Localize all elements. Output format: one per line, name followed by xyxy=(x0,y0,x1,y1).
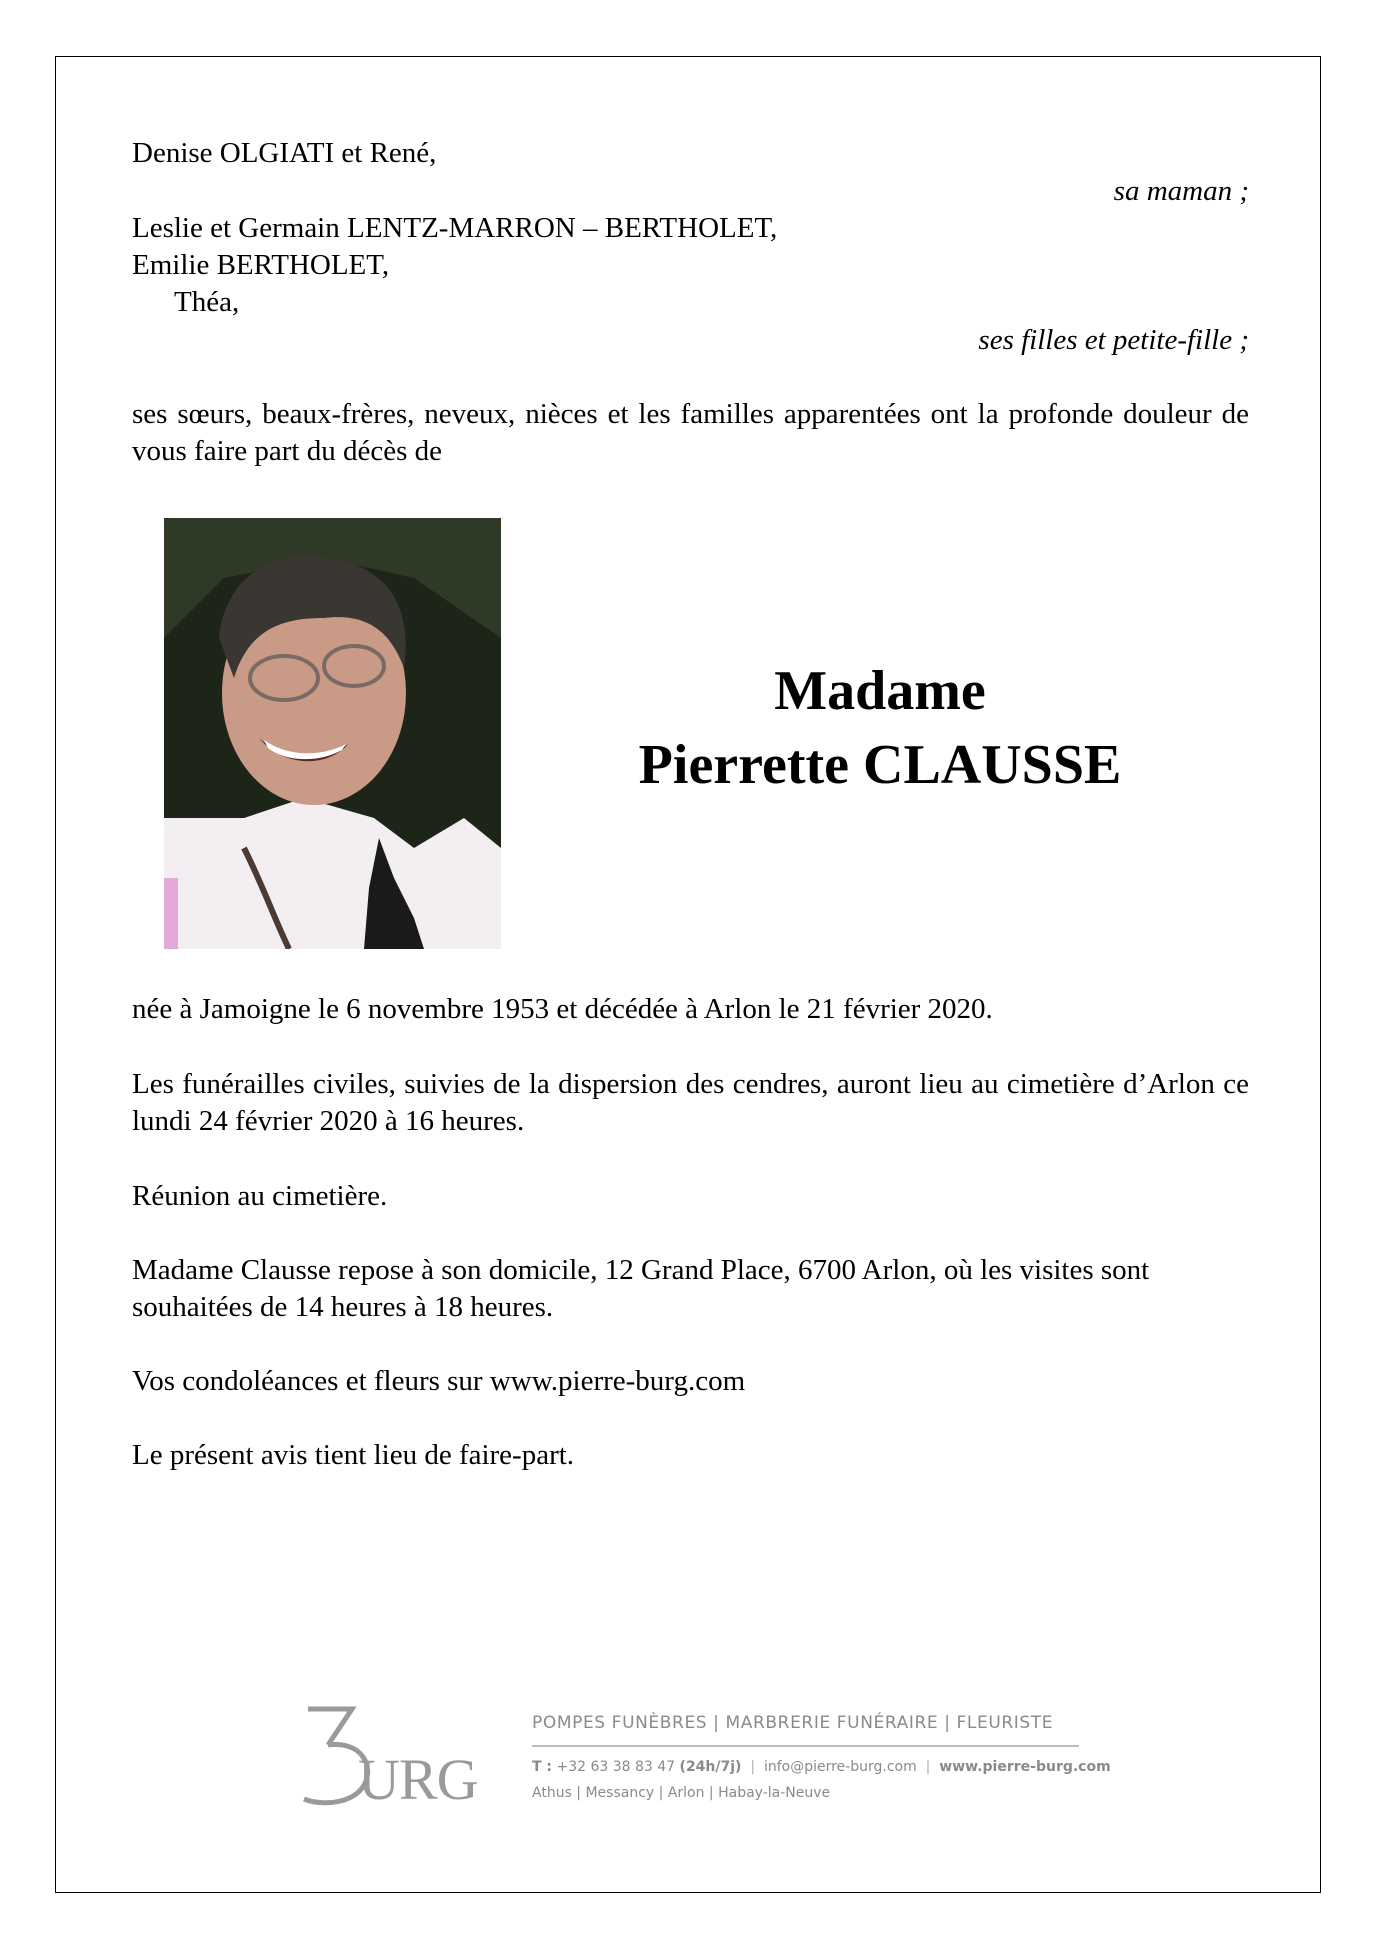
role-mother: sa maman ; xyxy=(1113,175,1249,207)
svg-text:URG: URG xyxy=(358,1747,478,1809)
announcement-text: ses sœurs, beaux-frères, neveux, nièces et les familles apparentées ont la profonde douleur de vous faire part du décès de xyxy=(132,398,1249,467)
family-line-daughter-2: Emilie BERTHOLET, xyxy=(132,249,390,281)
portrait-photo xyxy=(164,518,501,949)
notice-info: Le présent avis tient lieu de faire-part. xyxy=(132,1439,575,1471)
phone-hours: (24h/7j) xyxy=(679,1759,742,1775)
footer-locations: Athus | Messancy | Arlon | Habay-la-Neuve xyxy=(532,1785,831,1801)
family-line-daughter-1: Leslie et Germain LENTZ-MARRON – BERTHOLET, xyxy=(132,212,778,244)
footer-divider xyxy=(532,1745,1079,1747)
deceased-title: Madame xyxy=(774,660,986,722)
footer-contact: T : +32 63 38 83 47 (24h/7j) | info@pierre-burg.com | www.pierre-burg.com xyxy=(532,1759,1111,1775)
footer-services: POMPES FUNÈBRES | MARBRERIE FUNÉRAIRE | FLEURISTE xyxy=(532,1713,1054,1733)
family-line-granddaughter: Théa, xyxy=(174,286,240,318)
burg-logo xyxy=(300,1703,490,1809)
deceased-name-block xyxy=(560,654,1200,802)
rest-info: Madame Clausse repose à son domicile, 12 Grand Place, 6700 Arlon, où les visites sont souhaitées de 14 heures à 18 heures. xyxy=(132,1254,1150,1323)
family-line-mother: Denise OLGIATI et René, xyxy=(132,137,437,169)
role-daughters: ses filles et petite-fille ; xyxy=(978,324,1249,356)
contact-label: T : xyxy=(532,1759,553,1775)
funeral-info: Les funérailles civiles, suivies de la dispersion des cendres, auront lieu au cimetière d’Arlon ce lundi 24 février 2020 à 16 heures. xyxy=(132,1068,1249,1137)
website-link[interactable]: www.pierre-burg.com xyxy=(939,1759,1111,1775)
deceased-name: Pierrette CLAUSSE xyxy=(638,734,1122,796)
condolences-info: Vos condoléances et fleurs sur www.pierre-burg.com xyxy=(132,1365,746,1397)
birth-death-line: née à Jamoigne le 6 novembre 1953 et décédée à Arlon le 21 février 2020. xyxy=(132,993,993,1025)
email-link[interactable]: info@pierre-burg.com xyxy=(763,1759,917,1775)
phone-number: +32 63 38 83 47 xyxy=(556,1759,676,1775)
meeting-info: Réunion au cimetière. xyxy=(132,1180,388,1212)
